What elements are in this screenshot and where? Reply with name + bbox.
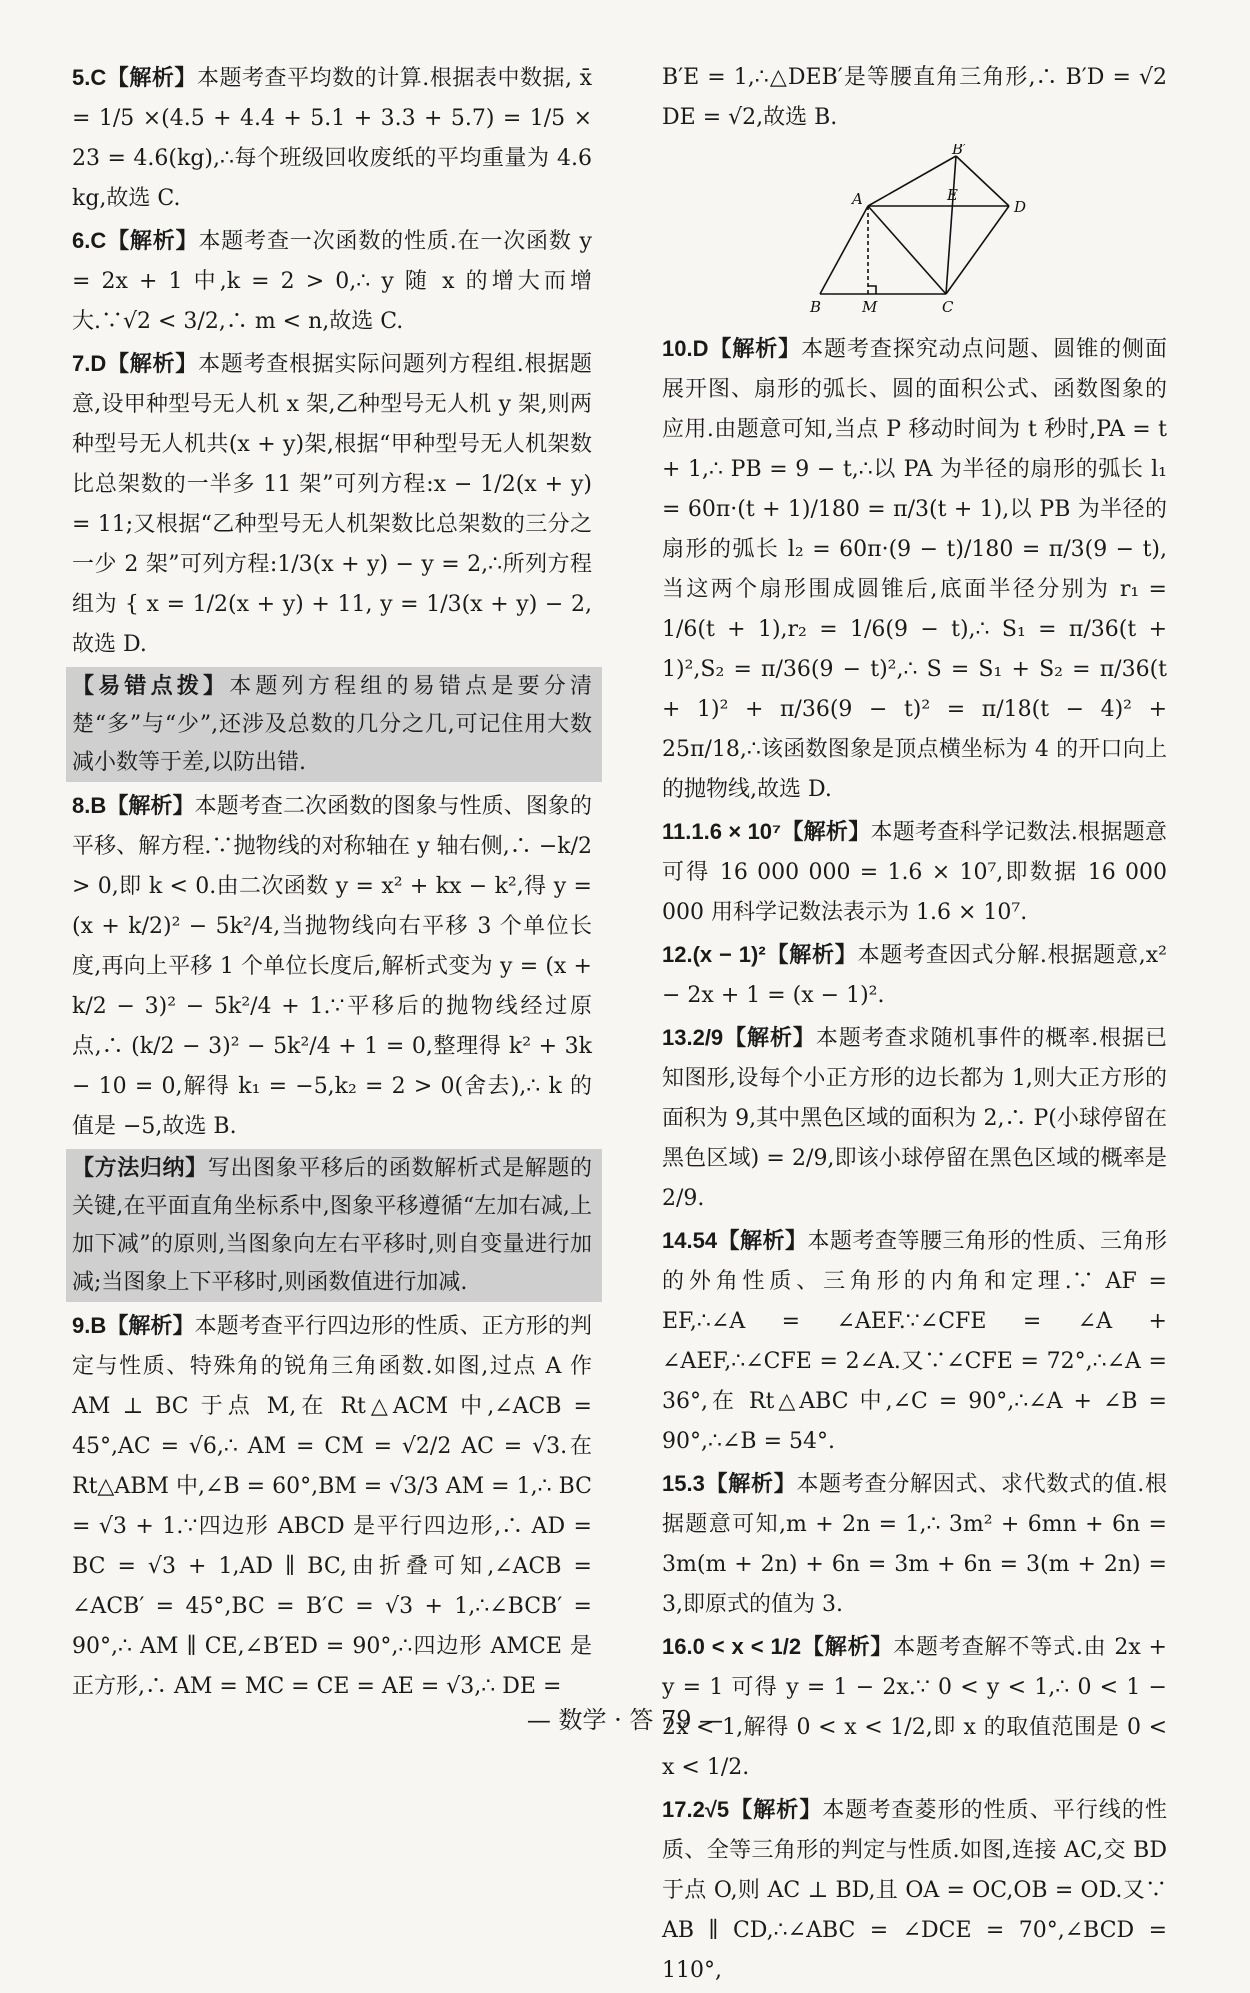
- section-tag: 【解析】: [717, 1228, 808, 1253]
- answer-number: 10.D: [662, 336, 709, 361]
- answer-item: [662, 1018, 1167, 1219]
- answer-text: 本题考查平均数的计算.根据表中数据, x̄ = 1/5 ×(4.5 + 4.4 + 5.1 + 3.3 + 5.7) = 1/5 × 23 = 4.6(kg),∴每个班级回收废纸的平均重量为 4.6 kg,故选 C.: [72, 66, 592, 211]
- label-Bp: B′: [952, 144, 967, 158]
- section-tag: 【解析】: [106, 228, 199, 253]
- answer-item: [662, 1221, 1167, 1462]
- answer-number: 6.C: [72, 228, 107, 253]
- section-tag: 【解析】: [765, 942, 858, 967]
- section-tag: 【解析】: [708, 336, 802, 361]
- answer-number: 17.2√5: [662, 1797, 730, 1822]
- answer-number: 5.C: [72, 65, 107, 90]
- answer-text: 本题列方程组的易错点是要分清楚“多”与“少”,还涉及总数的几分之几,可记住用大数减小数等于差,以防出错.: [72, 674, 592, 775]
- answer-text: 本题考查一次函数的性质.在一次函数 y = 2x + 1 中,k = 2 > 0,∴ y 随 x 的增大而增大.∵√2 < 3/2,∴ m < n,故选 C.: [72, 229, 592, 334]
- answer-text: 本题考查科学记数法.根据题意可得 16 000 000 = 1.6 × 10⁷,即数据 16 000 000 用科学记数法表示为 1.6 × 10⁷.: [662, 820, 1167, 925]
- answer-text: 本题考查求随机事件的概率.根据已知图形,设每个小正方形的边长都为 1,则大正方形的面积为 9,其中黑色区域的面积为 2,∴ P(小球停留在黑色区域) = 2/9,即该小球停留在黑色区域的概率是 2/9.: [662, 1026, 1167, 1211]
- section-tag: 【解析】: [729, 1797, 823, 1822]
- label-D: D: [1014, 198, 1027, 216]
- label-C: C: [942, 298, 954, 316]
- label-A: A: [852, 190, 863, 208]
- answer-text: 本题考查平行四边形的性质、正方形的判定与性质、特殊角的锐角三角函数.如图,过点 A 作 AM ⊥ BC 于点 M,在 Rt△ACM 中,∠ACB = 45°,AC = √6,∴ AM = CM = √2/2 AC = √3.在 Rt△ABM 中,∠B = 60°,BM = √3/3 AM = 1,∴ BC = √3 + 1.∵四边形 ABCD 是平行四边形,∴ AD = BC = √3 + 1,AD ∥ BC,由折叠可知,∠ACB = ∠ACB′ = 45°,BC = B′C = √3 + 1,∴∠BCB′ = 90°,∴ AM ∥ CE,∠B′ED = 90°,∴四边形 AMCE 是正方形,∴ AM = MC = CE = AE = √3,∴ DE =: [72, 1314, 592, 1699]
- answer-text: 本题考查探究动点问题、圆锥的侧面展开图、扇形的弧长、圆的面积公式、函数图象的应用.由题意可知,当点 P 移动时间为 t 秒时,PA = t + 1,∴ PB = 9 − t,∴以 PA 为半径的扇形的弧长 l₁ = 60π·(t + 1)/180 = π/3(t + 1),以 PB 为半径的扇形的弧长 l₂ = 60π·(9 − t)/180 = π/3(9 − t),当这两个扇形围成圆锥后,底面半径分别为 r₁ = 1/6(t + 1),r₂ = 1/6(9 − t),∴ S₁ = π/36(t + 1)²,S₂ = π/36(9 − t)²,∴ S = S₁ + S₂ = π/36(t + 1)² + π/36(9 − t)² = π/18(t − 4)² + 25π/18,∴该函数图象是顶点横坐标为 4 的开口向上的抛物线,故选 D.: [662, 337, 1167, 802]
- answer-number: 13.2/9: [662, 1025, 724, 1050]
- answer-number: 7.D: [72, 351, 107, 376]
- geometry-figure: [802, 144, 1042, 319]
- page-footer: — 数学 · 答 79 —: [526, 1706, 724, 1734]
- answer-item: [72, 1306, 592, 1707]
- section-tag: 【易错点拨】: [72, 673, 230, 698]
- label-M: M: [862, 298, 878, 316]
- answer-text: 本题考查等腰三角形的性质、三角形的外角性质、三角形的内角和定理.∵ AF = EF,∴∠A = ∠AEF.∵∠CFE = ∠A + ∠AEF,∴∠CFE = 2∠A.又∵∠CFE = 72°,∴∠A = 36°,在 Rt△ABC 中,∠C = 90°,∴∠A + ∠B = 90°,∴∠B = 54°.: [662, 1229, 1167, 1454]
- answer-item: [72, 58, 592, 219]
- tip-box: [66, 667, 602, 782]
- label-B: B: [810, 298, 822, 316]
- answer-item: [662, 812, 1167, 933]
- section-tag: 【方法归纳】: [72, 1155, 208, 1180]
- section-tag: 【解析】: [106, 351, 199, 376]
- answer-number: 16.0 < x < 1/2: [662, 1634, 802, 1659]
- section-tag: 【解析】: [723, 1025, 816, 1050]
- answer-item: [72, 786, 592, 1147]
- answer-text: 本题考查根据实际问题列方程组.根据题意,设甲种型号无人机 x 架,乙种型号无人机 y 架,则两种型号无人机共(x + y)架,根据“甲种型号无人机架数比总架数的一半多 11 架”可列方程:x − 1/2(x + y) = 11;又根据“乙种型号无人机架数比总架数的三分之一少 2 架”可列方程:1/3(x + y) − y = 2,∴所列方程组为 { x = 1/2(x + y) + 11, y = 1/3(x + y) − 2, 故选 D.: [72, 352, 592, 657]
- answer-text: 本题考查分解因式、求代数式的值.根据题意可知,m + 2n = 1,∴ 3m² + 6mn + 6n = 3m(m + 2n) + 6n = 3m + 6n = 3(m + 2n) = 3,即原式的值为 3.: [662, 1472, 1167, 1617]
- section-tag: 【解析】: [801, 1634, 894, 1659]
- section-tag: 【解析】: [106, 1313, 195, 1338]
- section-tag: 【解析】: [781, 819, 871, 844]
- continued-text: B′E = 1,∴△DEB′是等腰直角三角形,∴ B′D = √2 DE = √2,故选 B.: [662, 65, 1167, 130]
- answer-text: 本题考查菱形的性质、平行线的性质、全等三角形的判定与性质.如图,连接 AC,交 BD 于点 O,则 AC ⊥ BD,且 OA = OC,OB = OD.又∵ AB ∥ CD,∴∠ABC = ∠DCE = 70°,∠BCD = 110°,: [662, 1798, 1167, 1983]
- answer-text: 本题考查因式分解.根据题意,x² − 2x + 1 = (x − 1)².: [662, 943, 1167, 1008]
- answer-item: [72, 344, 592, 665]
- tip-box: [66, 1149, 602, 1302]
- answer-number: 12.(x − 1)²: [662, 942, 766, 967]
- section-tag: 【解析】: [704, 1471, 797, 1496]
- answer-item: [662, 935, 1167, 1016]
- answer-text: 本题考查解不等式.由 2x + y = 1 可得 y = 1 − 2x.∵ 0 < y < 1,∴ 0 < 1 − 2x < 1,解得 0 < x < 1/2,即 x 的取值范围是 0 < x < 1/2.: [662, 1635, 1167, 1780]
- answer-number: 14.54: [662, 1228, 718, 1253]
- section-tag: 【解析】: [106, 793, 195, 818]
- answer-number: 9.B: [72, 1313, 107, 1338]
- answer-number: 15.3: [662, 1471, 705, 1496]
- answer-item: [662, 1464, 1167, 1625]
- answer-number: 8.B: [72, 793, 107, 818]
- answer-text: 本题考查二次函数的图象与性质、图象的平移、解方程.∵抛物线的对称轴在 y 轴右侧,∴ −k/2 > 0,即 k < 0.由二次函数 y = x² + kx − k²,得 y = (x + k/2)² − 5k²/4,当抛物线向右平移 3 个单位长度,再向上平移 1 个单位长度后,解析式变为 y = (x + k/2 − 3)² − 5k²/4 + 1.∵平移后的抛物线经过原点,∴ (k/2 − 3)² − 5k²/4 + 1 = 0,整理得 k² + 3k − 10 = 0,解得 k₁ = −5,k₂ = 2 > 0(舍去),∴ k 的值是 −5,故选 B.: [72, 794, 592, 1139]
- answer-item: [662, 329, 1167, 810]
- answer-number: 11.1.6 × 10⁷: [662, 819, 782, 844]
- answer-item: [72, 221, 592, 342]
- right-question-list: [662, 329, 1167, 1991]
- section-tag: 【解析】: [106, 65, 197, 90]
- answer-text: 写出图象平移后的函数解析式是解题的关键,在平面直角坐标系中,图象平移遵循“左加右减,上加下减”的原则,当图象向左右平移时,则自变量进行加减;当图象上下平移时,则函数值进行加减.: [72, 1156, 592, 1295]
- answer-item: [662, 1790, 1167, 1991]
- label-E: E: [947, 186, 958, 204]
- left-column: [72, 58, 592, 1709]
